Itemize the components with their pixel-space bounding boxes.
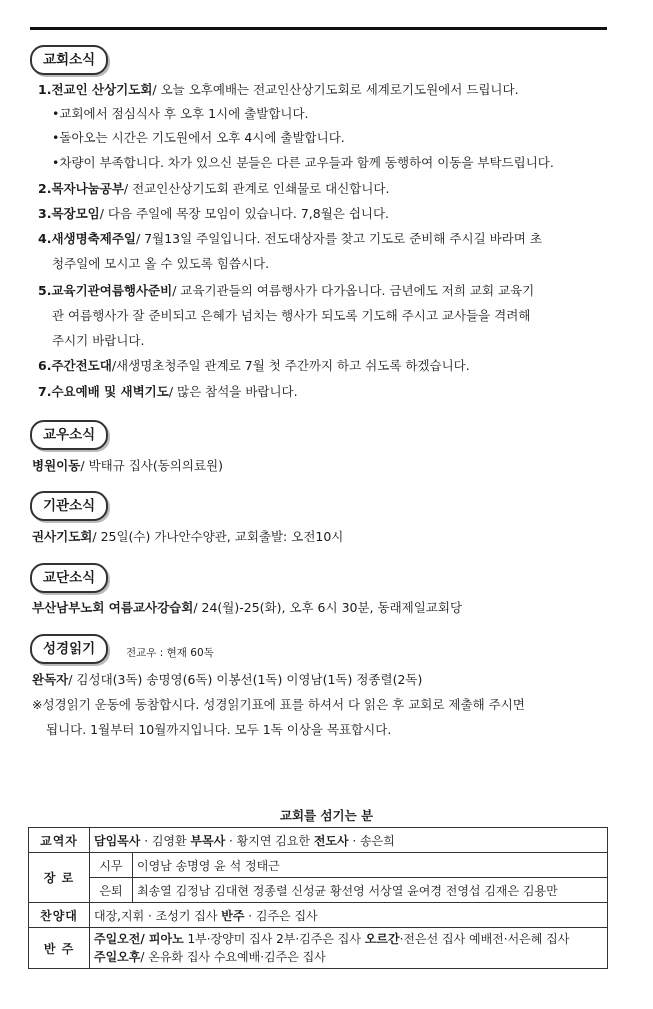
church-news-item-1-sub-1: •교회에서 점심식사 후 오후 1시에 출발합니다.	[52, 106, 309, 121]
table-row	[29, 878, 608, 903]
table-row	[29, 853, 608, 878]
section-church-news: 교회소식	[30, 45, 108, 75]
church-news-item-4: 4.새생명축제주일/ 7월13일 주일입니다. 전도대상자를 찾고 기도로 준비해 주시길 바라며 초	[38, 231, 542, 246]
table-row	[29, 903, 608, 928]
church-news-item-5-cont-2: 주시기 바랍니다.	[52, 333, 145, 348]
row-head-clergy: 교역자	[29, 828, 90, 853]
section-denom-news: 교단소식	[30, 563, 108, 593]
table-row	[29, 928, 608, 969]
section-bible-reading: 성경읽기	[30, 634, 108, 664]
elders-active-label: 시무	[90, 853, 133, 878]
church-news-item-1-sub-3: •차량이 부족합니다. 차가 있으신 분들은 다른 교우들과 함께 동행하여 이동을 부탁드립니다.	[52, 155, 554, 170]
church-news-item-5: 5.교육기관여름행사준비/ 교육기관들의 여름행사가 다가옵니다. 금년에도 저희 교회 교육기	[38, 283, 535, 298]
church-news-item-1: 1.전교인 산상기도회/ 오늘 오후예배는 전교인산상기도회로 세계로기도원에서 드립니다.	[38, 82, 519, 97]
row-head-choir: 찬양대	[29, 903, 90, 928]
church-news-item-2: 2.목자나눔공부/ 전교인산상기도회 관계로 인쇄물로 대신합니다.	[38, 181, 390, 196]
bible-reading-notice-1: ※성경읽기 운동에 동참합시다. 성경읽기표에 표를 하셔서 다 읽은 후 교회로 제출해 주시면	[32, 697, 525, 712]
servants-table	[28, 827, 608, 969]
bible-reading-note: 전교우 : 현재 60독	[126, 647, 214, 659]
row-head-elders: 장 로	[29, 853, 90, 903]
member-news-item: 병원이동/ 박태규 집사(동의의료원)	[32, 458, 223, 473]
bible-reading-done: 완독자/ 김성대(3독) 송명영(6독) 이봉선(1독) 이영남(1독) 정종렬(2독)	[32, 672, 423, 687]
elders-active-names: 이영남 송명영 윤 석 정태근	[133, 853, 608, 878]
clergy-cell: 담임목사 · 김영환 부목사 · 황지연 김요한 전도사 · 송은희	[90, 828, 608, 853]
accompanist-cell: 주일오전/ 피아노 1부·장양미 집사 2부·김주은 집사 오르간·전은선 집사 예배전·서은혜 집사 주일오후/ 온유화 집사 수요예배·김주은 집사	[90, 928, 608, 969]
bible-reading-notice-2: 됩니다. 1월부터 10월까지입니다. 모두 1독 이상을 목표합시다.	[46, 722, 392, 737]
servants-title: 교회를 섬기는 분	[279, 808, 374, 823]
choir-cell: 대장,지휘 · 조성기 집사 반주 · 김주은 집사	[90, 903, 608, 928]
elders-retired-label: 은퇴	[90, 878, 133, 903]
table-row	[29, 828, 608, 853]
church-news-item-7: 7.수요예배 및 새벽기도/ 많은 참석을 바랍니다.	[38, 384, 298, 399]
elders-retired-names: 최송열 김정남 김대현 정종렬 신성균 황선영 서상열 윤여경 전영섭 김재은 김용만	[133, 878, 608, 903]
org-news-item: 권사기도회/ 25일(수) 가나안수양관, 교회출발: 오전10시	[32, 529, 344, 544]
section-org-news: 기관소식	[30, 491, 108, 521]
denom-news-item: 부산남부노회 여름교사강습회/ 24(월)-25(화), 오후 6시 30분, 동래제일교회당	[32, 600, 463, 615]
church-news-item-1-sub-2: •돌아오는 시간은 기도원에서 오후 4시에 출발합니다.	[52, 130, 345, 145]
section-member-news: 교우소식	[30, 420, 108, 450]
church-news-item-6: 6.주간전도대/새생명초청주일 관계로 7월 첫 주간까지 하고 쉬도록 하겠습니다.	[38, 358, 470, 373]
church-news-item-5-cont-1: 관 여름행사가 잘 준비되고 은혜가 넘치는 행사가 되도록 기도해 주시고 교사들을 격려해	[52, 308, 531, 323]
church-news-item-3: 3.목장모임/ 다음 주일에 목장 모임이 있습니다. 7,8월은 쉽니다.	[38, 206, 390, 221]
row-head-accompanist: 반 주	[29, 928, 90, 969]
top-rule	[30, 27, 607, 30]
church-news-item-4-cont: 청주일에 모시고 올 수 있도록 힘씁시다.	[52, 256, 270, 271]
